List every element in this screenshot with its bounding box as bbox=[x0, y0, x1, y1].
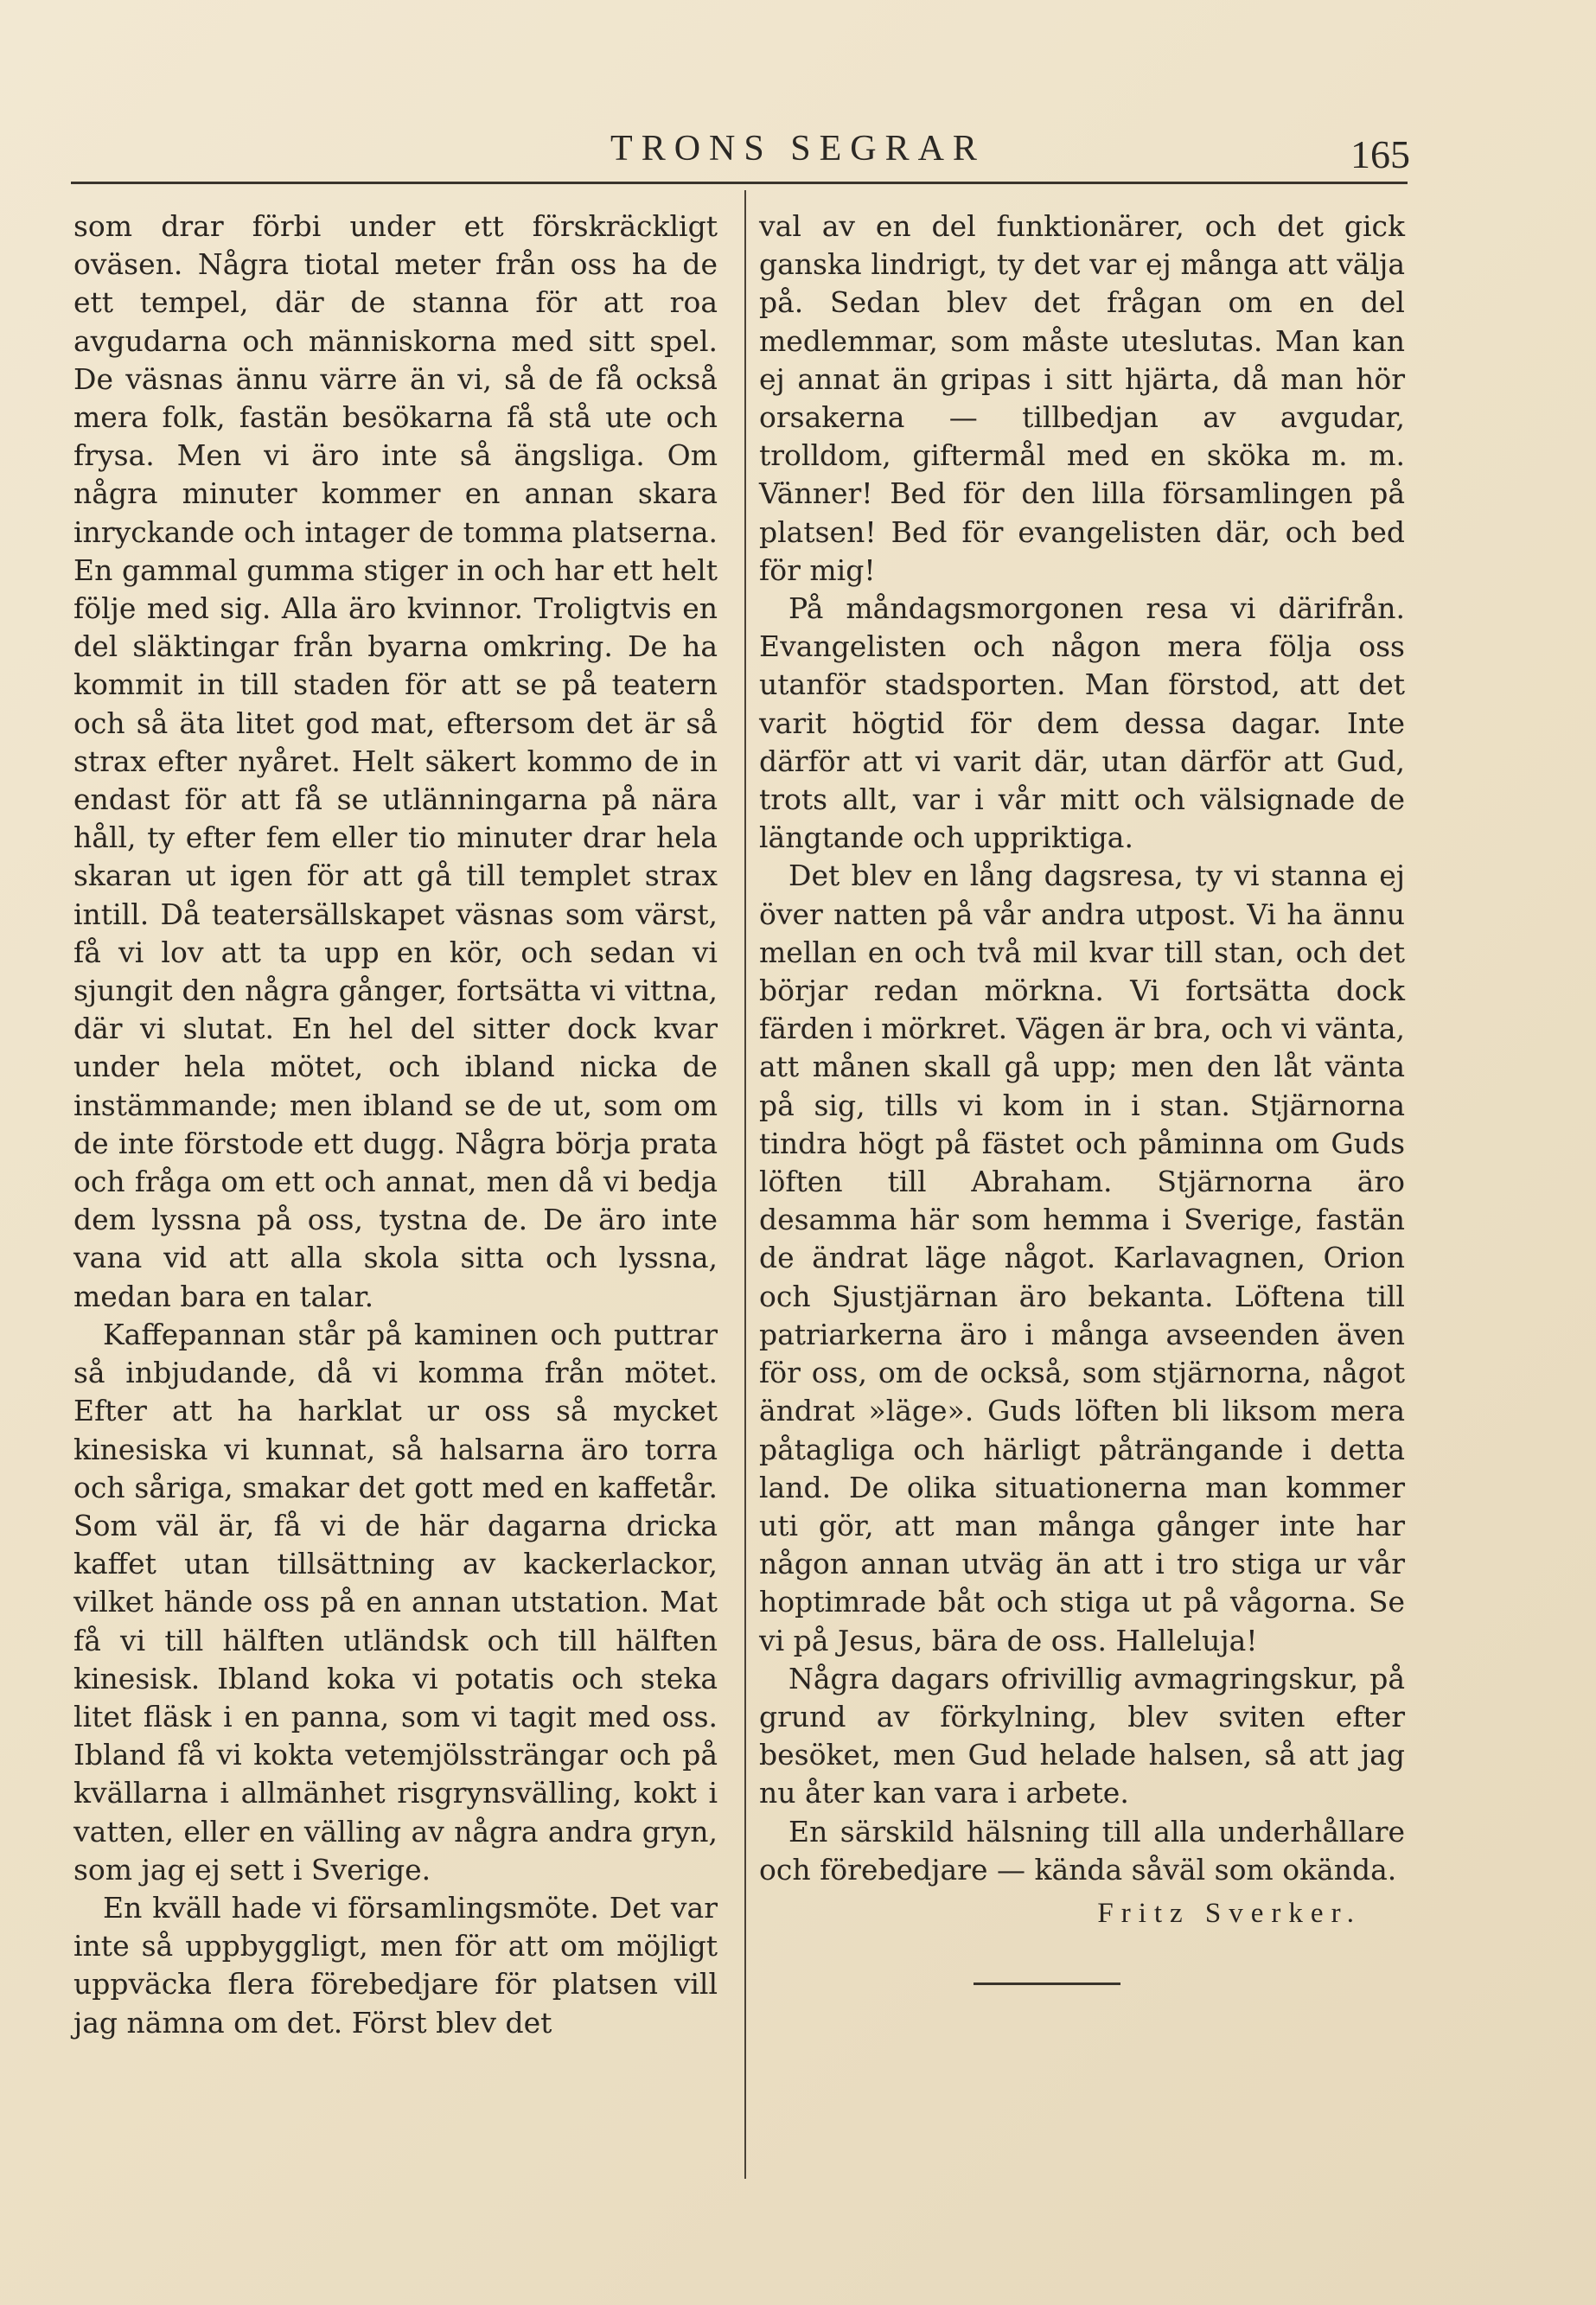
paragraph: som drar förbi under ett förskräckligt oväsen. Några tiotal meter från oss ha de ett tempel, där de stanna för att roa avgudarna och människorna med sitt spel. De väsnas ännu värre än vi, så de få också mera folk, fastän besökarna få stå ute och frysa. Men vi äro inte så ängsliga. Om några minuter kommer en annan skara inryckande och intager de tomma platserna. En gammal gumma stiger in och har ett helt följe med sig. Alla äro kvinnor. Troligtvis en del släktingar från byarna omkring. De ha kommit in till staden för att se på teatern och så äta litet god mat, eftersom det är så strax efter nyåret. Helt säkert kommo de in endast för att få se utlänningarna på nära håll, ty efter fem eller tio minuter drar hela skaran ut igen för att gå till templet strax intill. Då teatersällskapet väsnas som värst, få vi lov att ta upp en kör, och sedan vi sjungit den några gånger, fortsätta vi vittna, där vi slutat. En hel del sitter dock kvar under hela mötet, och ibland nicka de instämmande; men ibland se de ut, som om de inte förstode ett dugg. Några börja prata och fråga om ett och annat, men då vi bedja dem lyssna på oss, tystna de. De äro inte vana vid att alla skola sitta och lyssna, medan bara en talar. bbox=[73, 209, 718, 1313]
page-number: 165 bbox=[1350, 132, 1410, 176]
header-rule bbox=[71, 182, 1408, 184]
paragraph: Några dagars ofrivillig avmagringskur, på grund av förkylning, blev sviten efter besöket, men Gud helade halsen, så att jag nu åter kan vara i arbete. bbox=[759, 1661, 1405, 1810]
paragraph: På måndagsmorgonen resa vi därifrån. Evangelisten och någon mera följa oss utanför stadsporten. Man förstod, att det varit högtid för dem dessa dagar. Inte därför att vi varit där, utan därför att Gud, trots allt, var i vår mitt och välsignade de längtande och uppriktiga. bbox=[759, 591, 1405, 855]
author-signature: Fritz Sverker. bbox=[1097, 1897, 1362, 1929]
paragraph: Det blev en lång dagsresa, ty vi stanna ej över natten på vår andra utpost. Vi ha ännu mellan en och två mil kvar till stan, och det börjar redan mörkna. Vi fortsätta dock färden i mörkret. Vägen är bra, och vi vänta, att månen skall gå upp; men den låt vänta på sig, tills vi kom in i stan. Stjärnorna tindra högt på fästet och påminna om Guds löften till Abraham. Stjärnorna äro desamma här som hemma i Sverige, fastän de ändrat läge något. Karlavagnen, Orion och Sjustjärnan äro bekanta. Löftena till patriarkerna äro i många avseenden även för oss, om de också, som stjärnorna, något ändrat »läge». Guds löften bli liksom mera påtagliga och härligt påträngande i detta land. De olika situationerna man kommer uti gör, att man många gånger inte har någon annan utväg än att i tro stiga ur vår hoptimrade båt och stiga ut på vågorna. Se vi på Jesus, bära de oss. Halleluja! bbox=[759, 859, 1405, 1657]
paragraph: En kväll hade vi församlingsmöte. Det var inte så uppbyggligt, men för att om möjligt uppväcka flera förebedjare för platsen vill jag nämna om det. Först blev det bbox=[73, 1890, 718, 2040]
running-title: TRONS SEGRAR bbox=[610, 129, 986, 169]
paragraph: Kaffepannan står på kaminen och puttrar så inbjudande, då vi komma från mötet. Efter att ha harklat ur oss så mycket kinesiska vi kunnat, så halsarna äro torra och såriga, smakar det gott med en kaffetår. Som väl är, få vi de här dagarna dricka kaffet utan tillsättning av kackerlackor, vilket hände oss på en annan utstation. Mat få vi till hälften utländsk och till hälften kinesisk. Ibland koka vi potatis och steka litet fläsk i en panna, som vi tagit med oss. Ibland få vi kokta vetemjölssträngar och på kvällarna i allmänhet risgrynsvälling, kokt i vatten, eller en välling av några andra gryn, som jag ej sett i Sverige. bbox=[73, 1317, 718, 1887]
paragraph: En särskild hälsning till alla underhållare och förebedjare — kända såväl som okända. bbox=[759, 1814, 1405, 1887]
right-column bbox=[759, 208, 1405, 1985]
paragraph: val av en del funktionärer, och det gick ganska lindrigt, ty det var ej många att välja på. Sedan blev det frågan om en del medlemmar, som måste uteslutas. Man kan ej annat än gripas i sitt hjärta, då man hör orsakerna — tillbedjan av avgudar, trolldom, giftermål med en sköka m. m. Vänner! Bed för den lilla församlingen på platsen! Bed för evangelisten där, och bed för mig! bbox=[759, 209, 1405, 587]
left-column bbox=[73, 208, 718, 2042]
end-rule bbox=[974, 1983, 1120, 1985]
column-divider bbox=[744, 190, 746, 2179]
